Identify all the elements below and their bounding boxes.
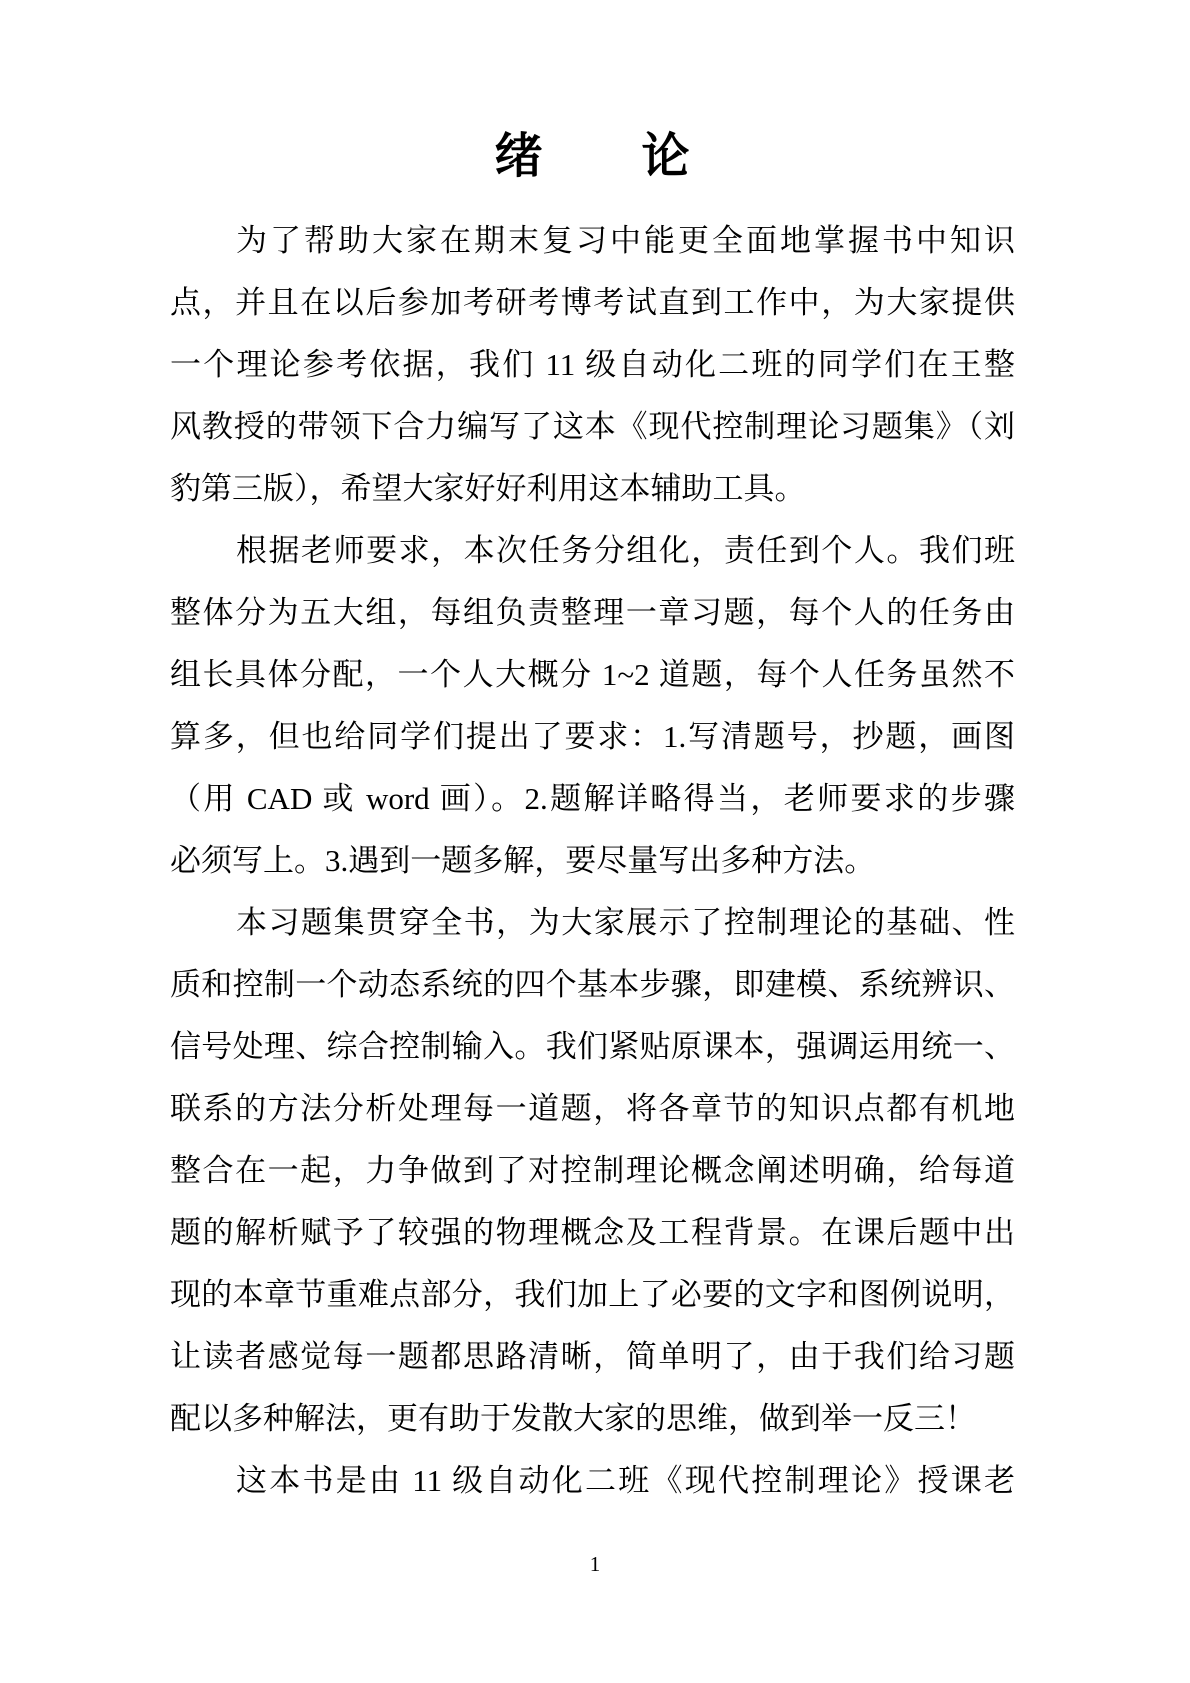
text-line: 信号处理、综合控制输入。我们紧贴原课本，强调运用统一、	[170, 1029, 1015, 1064]
text-line: 风教授的带领下合力编写了这本《现代控制理论习题集》（刘	[170, 409, 1015, 444]
text-line: 豹第三版），希望大家好好利用这本辅助工具。	[170, 471, 806, 506]
text-line: 整体分为五大组，每组负责整理一章习题，每个人的任务由	[170, 595, 1015, 630]
document-body	[170, 0, 1015, 1512]
text-line: （用 CAD 或 word 画）。2.题解详略得当，老师要求的步骤	[170, 781, 1015, 816]
text-line: 题的解析赋予了较强的物理概念及工程背景。在课后题中出	[170, 1215, 1015, 1250]
text-line: 现的本章节重难点部分，我们加上了必要的文字和图例说明，	[170, 1277, 1015, 1312]
text-line: 让读者感觉每一题都思路清晰，简单明了，由于我们给习题	[170, 1339, 1015, 1374]
text-line: 整合在一起，力争做到了对控制理论概念阐述明确，给每道	[170, 1153, 1015, 1188]
page-number: 1	[589, 1552, 601, 1576]
text-line: 联系的方法分析处理每一道题，将各章节的知识点都有机地	[170, 1091, 1015, 1126]
text-line: 这本书是由 11 级自动化二班《现代控制理论》授课老	[236, 1463, 1015, 1498]
text-line: 组长具体分配，一个人大概分 1~2 道题，每个人任务虽然不	[170, 657, 1015, 692]
text-line: 点，并且在以后参加考研考博考试直到工作中，为大家提供	[170, 285, 1015, 320]
text-line: 质和控制一个动态系统的四个基本步骤，即建模、系统辨识、	[170, 967, 1015, 1002]
paragraph	[170, 892, 1015, 1450]
text-line: 算多，但也给同学们提出了要求：1.写清题号，抄题，画图	[170, 719, 1015, 754]
paragraph	[170, 1450, 1015, 1512]
text-line: 必须写上。3.遇到一题多解，要尽量写出多种方法。	[170, 843, 876, 878]
paragraph	[170, 210, 1015, 520]
page-title: 绪 论	[494, 130, 691, 183]
text-line: 配以多种解法，更有助于发散大家的思维，做到举一反三！	[170, 1401, 976, 1436]
text-line: 一个理论参考依据，我们 11 级自动化二班的同学们在王整	[170, 347, 1015, 382]
text-line: 为了帮助大家在期末复习中能更全面地掌握书中知识	[236, 223, 1015, 258]
text-line: 本习题集贯穿全书，为大家展示了控制理论的基础、性	[236, 905, 1015, 940]
text-line: 根据老师要求，本次任务分组化，责任到个人。我们班	[236, 533, 1015, 568]
paragraph	[170, 520, 1015, 892]
